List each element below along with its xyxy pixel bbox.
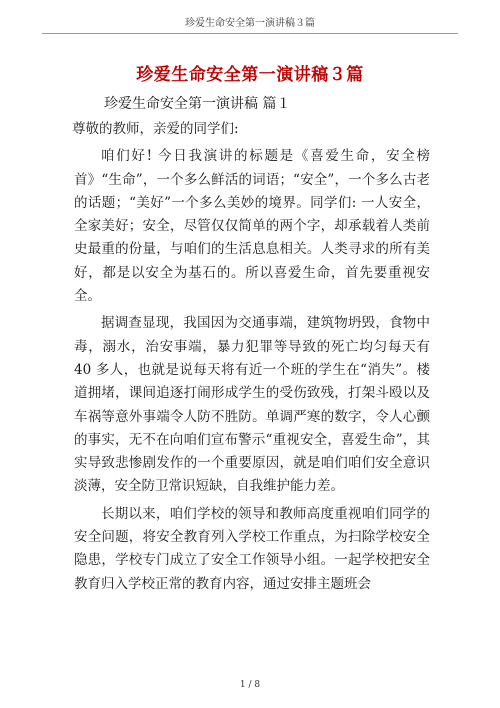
body-paragraph: 长期以来，咱们学校的领导和教师高度重视咱们同学的安全问题，将安全教育列入学校工作重点，为扫除学校安全隐患，学校专门成立了安全工作领导小组。一起学校把安全教育归入学校正常的教育内容，通过安排主题班会 (74, 505, 430, 592)
page-number: 1 / 8 (239, 680, 261, 690)
body-paragraph: 据调查显现，我国因为交通事端，建筑物坍毁，食物中毒，溺水，治安事端，暴力犯罪等导致的死亡均匀每天有 40 多人，也就是说每天将有近一个班的学生在“消失”。楼道拥堵，课间追逐打闹形成学生的受伤致残，打架斗殴以及车祸等意外事端令人防不胜防。单调严寒的数字，令人心颤的事实，无不在向咱们宣布警示“重视安全，喜爱生命”，其实导致悲惨剧发作的一个重要原因，就是咱们咱们安全意识淡薄，安全防卫常识短缺，自我维护能力差。 (74, 315, 430, 495)
document-body (74, 118, 430, 600)
body-paragraph: 咱们好! 今日我演讲的标题是《喜爱生命，安全榜首》“生命”，一个多么鲜活的词语；“安全”，一个多么古老的话题；“美好”一个多么美妙的境界。同学们: 一人安全，全家美好；安全，尽管仅仅简单的两个字，却承载着人类前史最重的份量，与咱们的生活息息相关。人类寻求的所有美好，都是以安全为基石的。所以喜爱生命，首先要重视安全。 (74, 148, 430, 305)
header-divider (42, 33, 458, 34)
running-header: 珍爱生命安全第一演讲稿３篇 (185, 18, 315, 29)
document-subtitle: 珍爱生命安全第一演讲稿 篇１ (104, 96, 291, 112)
greeting-line: 尊敬的教师，亲爱的同学们: (72, 121, 239, 137)
document-title: 珍爱生命安全第一演讲稿３篇 (136, 65, 364, 85)
